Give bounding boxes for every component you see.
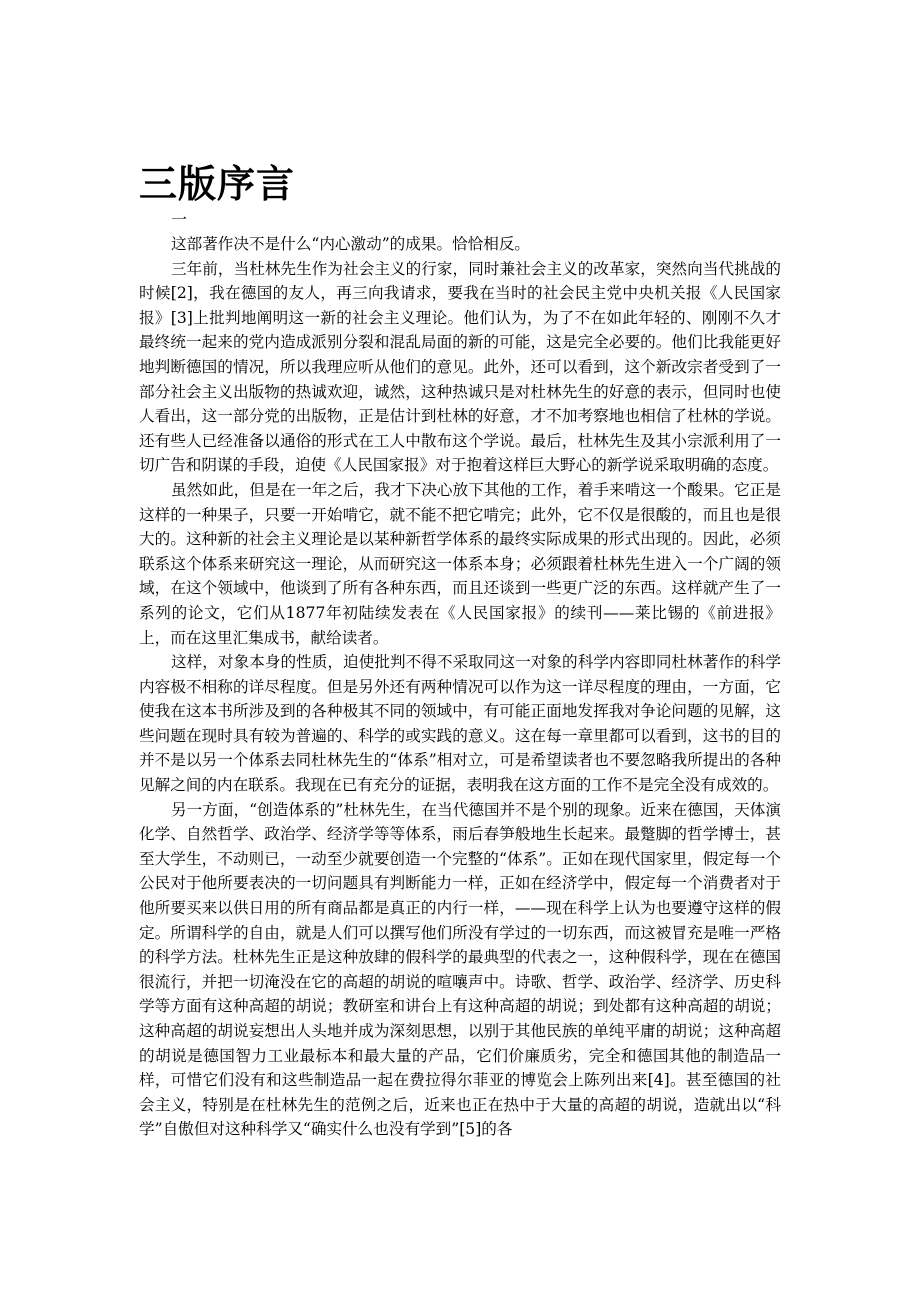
paragraph-3: 虽然如此，但是在一年之后，我才下决心放下其他的工作，着手来啃这一个酸果。它正是这样的一种果子，只要一开始啃它，就不能不把它啃完；此外，它不仅是很酸的，而且也是很大的。这种新的社会主义理论是以某种新哲学体系的最终实际成果的形式出现的。因此，必须联系这个体系来研究这一理论，从而研究这一体系本身；必须跟着杜林先生进入一个广阔的领域，在这个领域中，他谈到了所有各种东西，而且还谈到一些更广泛的东西。这样就产生了一系列的论文，它们从1877年初陆续发表在《人民国家报》的续刊——莱比锡的《前进报》上，而在这里汇集成书，献给读者。 xyxy=(139,480,781,647)
document-page xyxy=(139,160,781,1142)
paragraph-2: 三年前，当杜林先生作为社会主义的行家，同时兼社会主义的改革家，突然向当代挑战的时候[2]，我在德国的友人，再三向我请求，要我在当时的社会民主党中央机关报《人民国家报》[3]上批判地阐明这一新的社会主义理论。他们认为，为了不在如此年轻的、刚刚不久才最终统一起来的党内造成派别分裂和混乱局面的新的可能，这是完全必要的。他们比我能更好地判断德国的情况，所以我理应听从他们的意见。此外，还可以看到，这个新改宗者受到了一部分社会主义出版物的热诚欢迎，诚然，这种热诚只是对杜林先生的好意的表示，但同时也使人看出，这一部分党的出版物，正是估计到杜林的好意，才不加考察地也相信了杜林的学说。还有些人已经准备以通俗的形式在工人中散布这个学说。最后，杜林先生及其小宗派利用了一切广告和阴谋的手段，迫使《人民国家报》对于抱着这样巨大野心的新学说采取明确的态度。 xyxy=(139,259,781,475)
paragraph-1: 这部著作决不是什么“内心激动”的成果。恰恰相反。 xyxy=(171,235,531,253)
paragraph-4: 这样，对象本身的性质，迫使批判不得不采取同这一对象的科学内容即同杜林著作的科学内容极不相称的详尽程度。但是另外还有两种情况可以作为这一详尽程度的理由，一方面，它使我在这本书所涉及到的各种极其不同的领域中，有可能正面地发挥我对争论问题的见解，这些问题在现时具有较为普遍的、科学的或实践的意义。这在每一章里都可以看到，这书的目的并不是以另一个体系去同杜林先生的“体系”相对立，可是希望读者也不要忽略我所提出的各种见解之间的内在联系。我现在已有充分的证据，表明我在这方面的工作不是完全没有成效的。 xyxy=(139,653,781,795)
section-number: 一 xyxy=(171,210,188,229)
paragraph-5: 另一方面，“创造体系的”杜林先生，在当代德国并不是个别的现象。近来在德国，天体演化学、自然哲学、政治学、经济学等等体系，雨后春笋般地生长起来。最蹩脚的哲学博士，甚至大学生，不动则已，一动至少就要创造一个完整的“体系”。正如在现代国家里，假定每一个公民对于他所要表决的一切问题具有判断能力一样，正如在经济学中，假定每一个消费者对于他所要买来以供日用的所有商品都是真正的内行一样，——现在科学上认为也要遵守这样的假定。所谓科学的自由，就是人们可以撰写他们所没有学过的一切东西，而这被冒充是唯一严格的科学方法。杜林先生正是这种放肆的假科学的最典型的代表之一，这种假科学，现在在德国很流行，并把一切淹没在它的高超的胡说的喧嚷声中。诗歌、哲学、政治学、经济学、历史科学等方面有这种高超的胡说；教研室和讲台上有这种高超的胡说；到处都有这种高超的胡说；这种高超的胡说妄想出人头地并成为深刻思想，以别于其他民族的单纯平庸的胡说；这种高超的胡说是德国智力工业最标本和最大量的产品，它们价廉质劣，完全和德国其他的制造品一样，可惜它们没有和这些制造品一起在费拉得尔菲亚的博览会上陈列出来[4]。甚至德国的社会主义，特别是在杜林先生的范例之后，近来也正在热中于大量的高超的胡说，造就出以“科学”自傲但对这种科学又“确实什么也没有学到”[5]的各 xyxy=(139,800,781,1139)
page-title: 三版序言 xyxy=(139,162,296,206)
